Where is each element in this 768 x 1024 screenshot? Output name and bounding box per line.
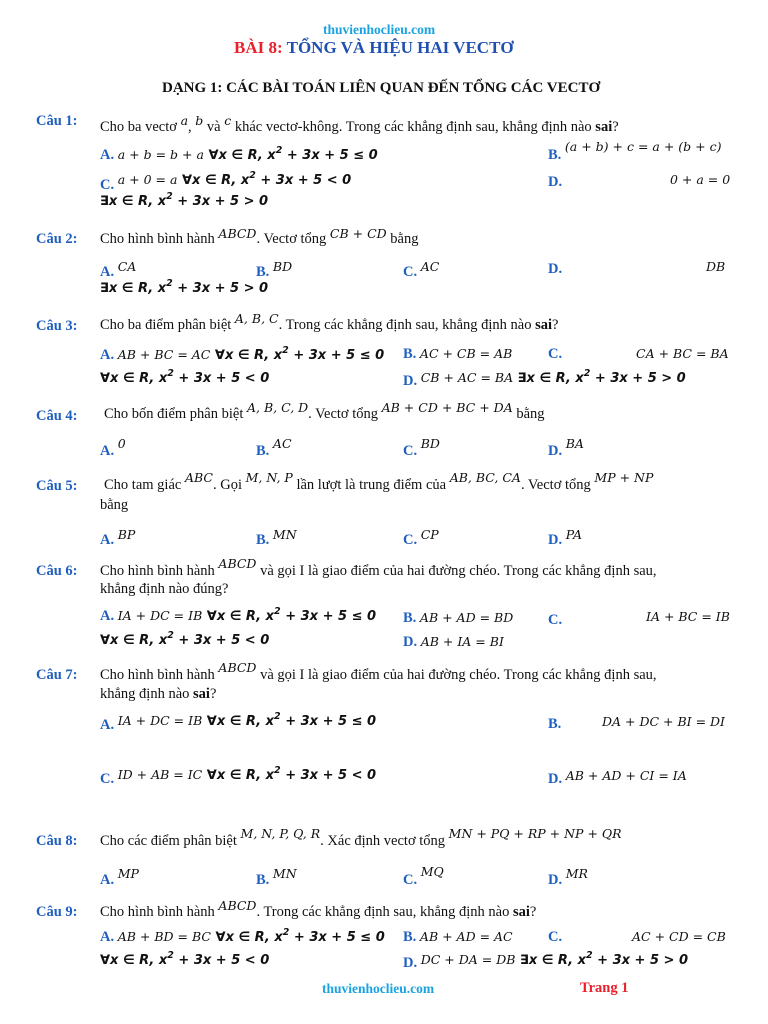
option-b-value: DA + DC + BI = DI	[602, 714, 725, 729]
option-c[interactable]: C. ID + AB = IC ∀x ∈ R, $x^2 + 3x + 5 < 0$	[100, 765, 377, 787]
option-c[interactable]: C. AC	[403, 259, 440, 280]
option-b[interactable]: B. AC	[256, 436, 292, 459]
option-d[interactable]: D. CB + AC = BA ∃x ∈ R, $x^2 + 3x + 5 > 0$	[403, 368, 686, 389]
option-d[interactable]: D. AB + IA = BI	[403, 634, 504, 650]
question-text: Cho hình bình hành ABCD. Vectơ tổng CB + CD bằng	[100, 226, 419, 247]
question-text: Cho ba vectơ a, b và c khác vectơ-không. Trong các khẳng định sau, khẳng định nào sai?	[100, 113, 619, 135]
section-heading: DẠNG 1: CÁC BÀI TOÁN LIÊN QUAN ĐẾN TỔNG CÁC VECTƠ	[162, 80, 601, 96]
option-c[interactable]: C. BD	[403, 436, 440, 459]
formula-line: ∃x ∈ R, $x^2 + 3x + 5 > 0$	[100, 191, 269, 209]
option-c[interactable]: C.	[548, 612, 563, 628]
option-b[interactable]: B. MN	[256, 866, 297, 888]
option-a[interactable]: A. AB + BC = AC ∀x ∈ R, $x^2 + 3x + 5 \le 0$	[100, 345, 385, 363]
option-c[interactable]: C. MQ	[403, 864, 444, 888]
option-d[interactable]: D.	[548, 174, 563, 190]
question-text: Cho bốn điểm phân biệt A, B, C, D. Vectơ tổng AB + CD + BC + DA bằng	[104, 400, 545, 422]
option-a[interactable]: A. IA + DC = IB ∀x ∈ R, $x^2 + 3x + 5 \le 0$	[100, 711, 377, 733]
question-number: Câu 4:	[36, 408, 78, 424]
option-b[interactable]: B.	[548, 716, 562, 732]
site-header: thuvienhoclieu.com	[323, 22, 436, 37]
option-d[interactable]: D.	[548, 261, 563, 277]
option-a[interactable]: A. a + b = b + a ∀x ∈ R, $x^2 + 3x + 5 \le 0$	[100, 145, 378, 163]
formula-line: ∀x ∈ R, $x^2 + 3x + 5 < 0$	[100, 368, 270, 386]
option-d[interactable]: D. AB + AD + CI = IA	[548, 768, 687, 787]
lesson-title	[234, 38, 514, 58]
option-b[interactable]: B. BD	[256, 259, 293, 280]
option-a[interactable]: A. BP	[100, 527, 136, 548]
option-b[interactable]: B. (a + b) + c = a + (b + c)	[548, 139, 722, 163]
option-c[interactable]: C. CP	[403, 527, 439, 548]
question-text: Cho tam giác ABC. Gọi M, N, P lần lượt là trung điểm của AB, BC, CA. Vectơ tổng MP + NP	[104, 470, 654, 493]
option-b[interactable]: B. MN	[256, 527, 297, 548]
question-text: Cho các điểm phân biệt M, N, P, Q, R. Xác định vectơ tổng MN + PQ + RP + NP + QR	[100, 826, 622, 849]
option-d-value: DB	[706, 259, 726, 274]
question-text: Cho hình bình hành ABCD và gọi I là giao điểm của hai đường chéo. Trong các khẳng định sau,	[100, 556, 657, 579]
option-d[interactable]: D. MR	[548, 866, 588, 888]
option-c[interactable]: C.	[548, 346, 563, 362]
question-number: Câu 9:	[36, 904, 78, 920]
question-text: Cho hình bình hành ABCD. Trong các khẳng định sau, khẳng định nào sai?	[100, 898, 537, 920]
option-a[interactable]: A. IA + DC = IB ∀x ∈ R, $x^2 + 3x + 5 \le 0$	[100, 606, 377, 624]
question-text-line2: khẳng định nào đúng?	[100, 581, 229, 597]
question-number: Câu 7:	[36, 667, 78, 683]
option-c-value: CA + BC = BA	[636, 346, 729, 361]
page-number: Trang 1	[580, 980, 629, 996]
question-text-line2: khẳng định nào sai?	[100, 686, 217, 702]
question-number: Câu 2:	[36, 231, 78, 247]
option-d[interactable]: D. BA	[548, 436, 584, 459]
option-c[interactable]: C. a + 0 = a ∀x ∈ R, $x^2 + 3x + 5 < 0$	[100, 170, 352, 193]
option-c-value: AC + CD = CB	[632, 929, 726, 944]
formula-line: ∀x ∈ R, $x^2 + 3x + 5 < 0$	[100, 630, 270, 648]
option-a[interactable]: A. 0	[100, 436, 126, 459]
formula-line: ∀x ∈ R, $x^2 + 3x + 5 < 0$	[100, 950, 270, 968]
option-a[interactable]: A. MP	[100, 866, 139, 888]
option-a[interactable]: A. AB + BD = BC ∀x ∈ R, $x^2 + 3x + 5 \le 0$	[100, 927, 385, 945]
option-d[interactable]: D. PA	[548, 527, 583, 548]
option-b[interactable]: B. AC + CB = AB	[403, 346, 513, 362]
question-number: Câu 1:	[36, 113, 78, 129]
lesson-title-text: TỔNG VÀ HIỆU HAI VECTƠ	[286, 38, 514, 57]
formula-line: ∃x ∈ R, $x^2 + 3x + 5 > 0$	[100, 278, 269, 296]
option-b[interactable]: B. AB + AD = BD	[403, 610, 514, 626]
lesson-label: BÀI 8:	[234, 38, 283, 57]
option-c-value: IA + BC = IB	[646, 609, 730, 624]
question-text-line2: bằng	[100, 497, 129, 513]
question-number: Câu 6:	[36, 563, 78, 579]
question-text: Cho hình bình hành ABCD và gọi I là giao điểm của hai đường chéo. Trong các khẳng định sau,	[100, 660, 657, 683]
question-number: Câu 8:	[36, 833, 78, 849]
option-a[interactable]: A. CA	[100, 259, 137, 280]
question-number: Câu 5:	[36, 478, 78, 494]
option-b[interactable]: B. AB + AD = AC	[403, 929, 513, 945]
option-d-value: 0 + a = 0	[670, 172, 731, 187]
footer-site: thuvienhoclieu.com	[322, 981, 435, 996]
question-number: Câu 3:	[36, 318, 78, 334]
option-c[interactable]: C.	[548, 929, 563, 945]
option-d[interactable]: D. DC + DA = DB ∃x ∈ R, $x^2 + 3x + 5 > 0$	[403, 950, 689, 971]
question-text: Cho ba điểm phân biệt A, B, C. Trong các khẳng định sau, khẳng định nào sai?	[100, 311, 559, 333]
